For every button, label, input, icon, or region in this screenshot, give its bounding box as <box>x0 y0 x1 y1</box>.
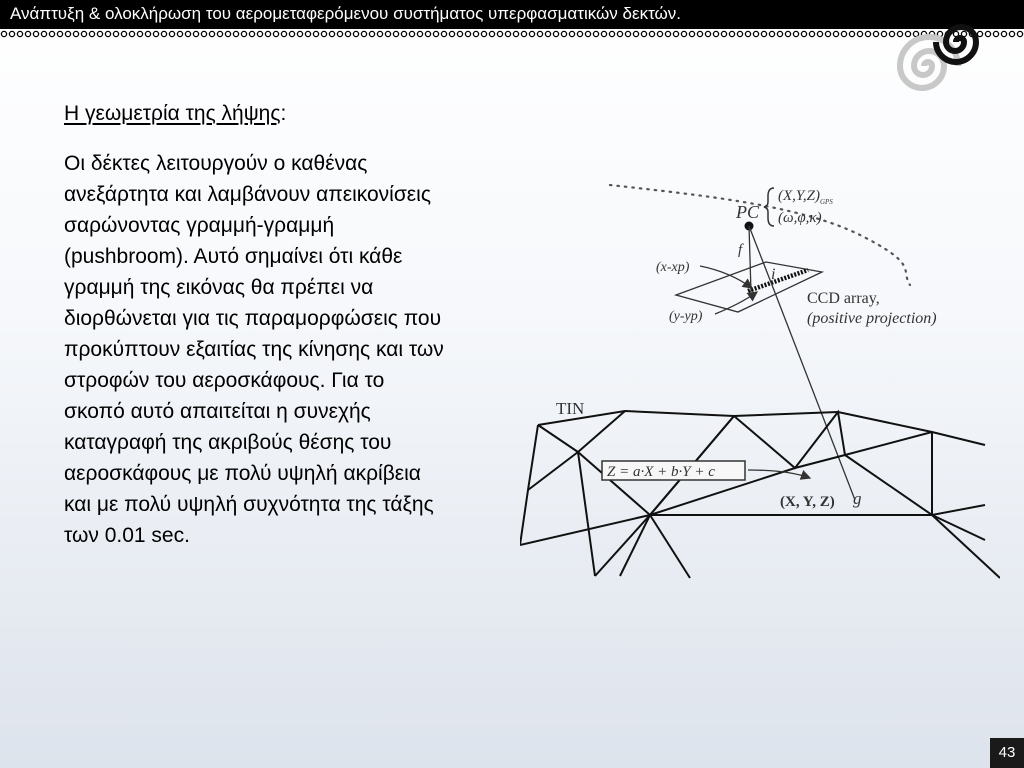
tin-mesh <box>520 411 1000 578</box>
y-yp-label: (y-yp) <box>669 309 703 324</box>
gps-subscript: GPS <box>819 198 833 206</box>
slide-header-title: Ανάπτυξη & ολοκλήρωση του αερομεταφερόμενου συστήματος υπερφασματικών δεκτών. <box>10 4 682 23</box>
focal-axis <box>749 226 751 292</box>
ccd-label-line2: (positive projection) <box>807 310 937 327</box>
gps-coords-text: (X,Y,Z) <box>778 188 820 204</box>
gps-coords-label <box>778 188 833 206</box>
ornament-border <box>0 29 1024 39</box>
title-bar <box>0 0 1024 32</box>
ccd-array-line <box>748 270 808 291</box>
image-plane <box>676 262 822 312</box>
x-xp-label: (x-xp) <box>656 260 690 275</box>
heading-text: Η γεωμετρία της λήψης <box>64 102 281 125</box>
pc-brace <box>764 188 774 226</box>
f-label: f <box>738 242 743 258</box>
g-label: g <box>853 489 862 508</box>
pc-label: PC <box>736 202 760 222</box>
image-ray <box>749 226 772 285</box>
tin-label: TIN <box>556 399 585 418</box>
i-label: i <box>771 266 776 283</box>
spiral-logo-icon <box>890 2 1000 102</box>
slide-heading <box>64 102 286 126</box>
ccd-label-line1: CCD array, <box>807 290 880 307</box>
pushbroom-geometry-diagram <box>520 170 1000 590</box>
ground-point-label: (X, Y, Z) <box>780 494 835 510</box>
y-yp-arrow <box>715 292 757 314</box>
heading-colon: : <box>280 102 287 125</box>
flight-path-dotted <box>610 185 910 285</box>
page-number-badge: 43 <box>990 738 1024 768</box>
plane-equation: Z = a·X + b·Y + c <box>607 464 715 480</box>
slide-body-text: Οι δέκτες λειτουργούν ο καθένας ανεξάρτητα και λαμβάνουν απεικονίσεις σαρώνοντας γραμμή-γραμμή (pushbroom). Αυτό σημαίνει ότι κάθε γραμμή της εικόνας θα πρέπει να διορθώνεται για τις παραμορφώσεις που προκύπτουν εξαιτίας της κίνησης και των στροφών του αεροσκάφους. Για το σκοπό αυτό απαιτείται η συνεχής καταγραφή της ακριβούς θέσης του αεροσκάφους με πολύ υψηλή ακρίβεια και με πολύ υψηλή συχνότητα της τάξης των 0.01 sec. <box>64 152 444 547</box>
angles-label: (ω,φ,κ) <box>778 210 822 226</box>
